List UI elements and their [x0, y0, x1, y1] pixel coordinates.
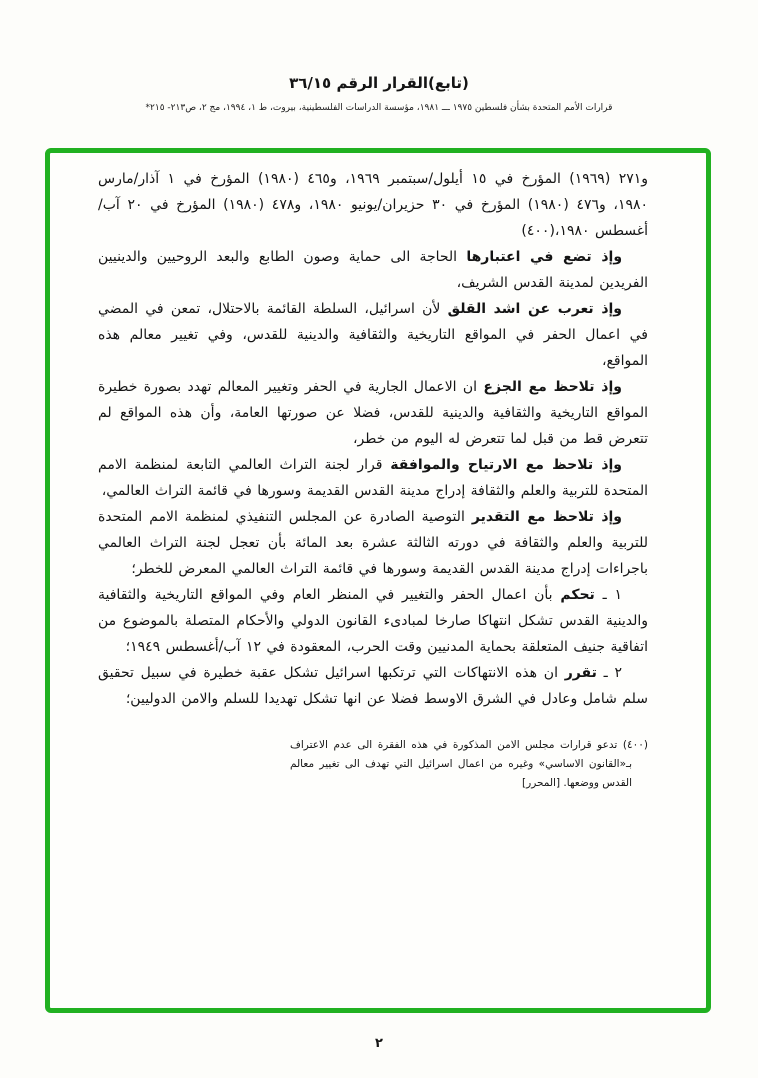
paragraph-lead: تحكم: [560, 587, 595, 603]
paragraph: وإذ تضع في اعتبارها الحاجة الى حماية وصون الطابع والبعد الروحيين والدينيين الفريدين لمدينة القدس الشريف،: [98, 249, 648, 291]
paragraph-lead: وإذ تضع في اعتبارها: [466, 249, 623, 265]
paragraph: وإذ تعرب عن اشد القلق لأن اسرائيل، السلطة القائمة بالاحتلال، تمعن في المضي في اعمال الحفر في المواقع التاريخية والثقافية والدينية للقدس، وفي تغيير معالم هذه المواقع،: [98, 301, 648, 369]
paragraph: وإذ تلاحظ مع الارتياح والموافقة قرار لجنة التراث العالمي التابعة لمنظمة الامم المتحدة للتربية والعلم والثقافة إدراج مدينة القدس القديمة وسورها في قائمة التراث العالمي،: [98, 457, 648, 499]
content-frame: [45, 148, 711, 1013]
header-citation: قرارات الأمم المتحدة بشأن فلسطين ١٩٧٥ ـــ ١٩٨١، مؤسسة الدراسات الفلسطينية، بيروت، ط ١، ١٩٩٤، مج ٢، ص٢١٣- ٢١٥*: [145, 103, 613, 113]
page-number: ٢: [375, 1036, 383, 1051]
paragraph: ١ ـ تحكم بأن اعمال الحفر والتغيير في المنظر العام وفي المواقع التاريخية والثقافية والدينية القدس تشكل انتهاكا صارخا لمبادىء القانون الدولي والأحكام المتصلة بالموضوع من اتفاقية جنيف المتعلقة بحماية المدنيين وقت الحرب، المعقودة في ١٢ آب/أغسطس ١٩٤٩؛: [98, 587, 648, 655]
paragraph-lead: وإذ تلاحظ مع الجزع: [483, 379, 622, 395]
paragraph: وإذ تلاحظ مع الجزع ان الاعمال الجارية في الحفر وتغيير المعالم تهدد بصورة خطيرة المواقع التاريخية والثقافية والدينية للقدس، فضلا عن صورتها العامة، وأن هذه المواقع لم تتعرض قط من قبل لما تتعرض له اليوم من خطر،: [98, 379, 648, 447]
paragraph-lead: وإذ تلاحظ مع التقدير: [471, 509, 623, 525]
paragraph: ٢ ـ تقرر ان هذه الانتهاكات التي ترتكبها اسرائيل تشكل عقبة خطيرة في سبيل تحقيق سلم شامل وعادل في الشرق الاوسط فضلا عن انها تشكل تهديدا للسلم والامن الدوليين؛: [98, 665, 648, 707]
paragraph: و٢٧١ (١٩٦٩) المؤرخ في ١٥ أيلول/سبتمبر ١٩٦٩، و٤٦٥ (١٩٨٠) المؤرخ في ١ آذار/مارس ١٩٨٠، و٤٧٦ (١٩٨٠) المؤرخ في ٣٠ حزيران/يونيو ١٩٨٠، و٤٧٨ (١٩٨٠) المؤرخ في ٢٠ آب/أغسطس ١٩٨٠،(٤٠٠): [98, 171, 649, 239]
header-title: (تابع)القرار الرقم ٣٦/١٥: [289, 74, 469, 92]
paragraph-lead: وإذ تلاحظ مع الارتياح والموافقة: [390, 457, 623, 473]
paragraph-lead: تقرر: [564, 665, 597, 681]
paragraph: وإذ تلاحظ مع التقدير التوصية الصادرة عن المجلس التنفيذي لمنظمة الامم المتحدة للتربية والعلم والثقافة في دورته الثالثة عشرة بعد المائة بأن تعجل لجنة التراث العالمي باجراءات إدراج مدينة القدس القديمة وسورها في قائمة التراث العالمي المعرض للخطر؛: [98, 509, 648, 577]
footnote: (٤٠٠) تدعو قرارات مجلس الامن المذكورة في هذه الفقرة الى عدم الاعتراف بـ«القانون الاساسي» وغيره من اعمال اسرائيل التي تهدف الى تغيير معالم القدس ووضعها. [المحرر]: [290, 739, 648, 789]
paragraph-lead: وإذ تعرب عن اشد القلق: [447, 301, 623, 317]
page-header: [0, 74, 758, 113]
resolution-text: [98, 166, 648, 712]
